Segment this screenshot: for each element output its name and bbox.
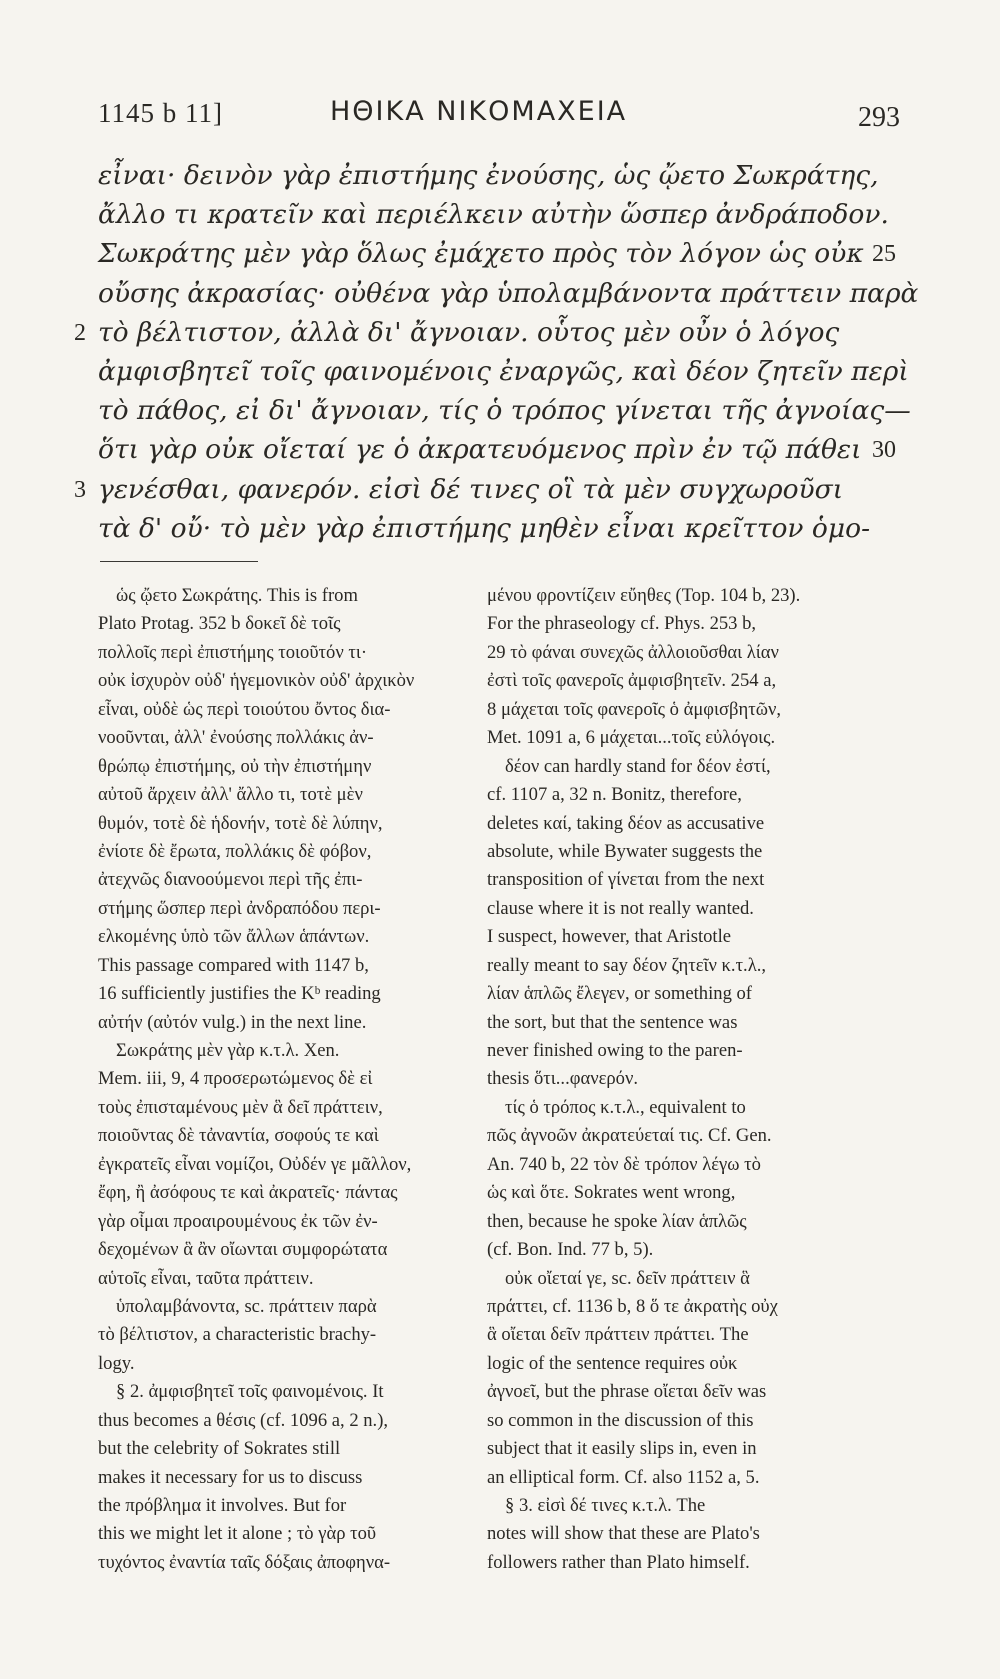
commentary-right-column [487,582,859,1577]
note-line: this we might let it alone ; τὸ γὰρ τοῦ [98,1523,377,1545]
note-line: τίς ὁ τρόπος κ.τ.λ., equivalent to [505,1096,746,1118]
note-line: τοὺς ἐπισταμένους μὲν ἃ δεῖ πράττειν, [98,1096,383,1118]
text-line: ὅτι γὰρ οὐκ οἴεταί γε ὁ ἀκρατευόμενος πρὶν ἐν τῷ πάθει [98,434,862,466]
page-title: ΗΘΙΚΑ ΝΙΚΟΜΑΧΕΙΑ [330,96,628,127]
note-line: πῶς ἀγνοῶν ἀκρατεύεταί τις. Cf. Gen. [487,1125,772,1147]
text-line: ἄλλο τι κρατεῖν καὶ περιέλκειν αὐτὴν ὥσπερ ἀνδράποδον. [98,199,889,231]
note-line: really meant to say δέον ζητεῖν κ.τ.λ., [487,954,767,976]
note-line: ελκομένης ὑπὸ τῶν ἄλλων ἁπάντων. [98,926,370,948]
note-line: πολλοῖς περὶ ἐπιστήμης τοιοῦτόν τι· [98,641,368,663]
note-line: 16 sufficiently justifies the Kᵇ reading [98,983,381,1005]
note-line: transposition of γίνεται from the next [487,869,765,891]
note-line: πράττει, cf. 1136 b, 8 ὅ τε ἀκρατὴς οὐχ [487,1295,778,1317]
note-line: so common in the discussion of this [487,1409,754,1431]
line-number: 25 [872,241,896,268]
note-line: subject that it easily slips in, even in [487,1438,757,1460]
note-line: Plato Protag. 352 b δοκεῖ δὲ τοῖς [98,613,341,635]
note-line: notes will show that these are Plato's [487,1523,760,1545]
footnote-divider [100,561,258,562]
note-line: στήμης ὥσπερ περὶ ἀνδραπόδου περι- [98,897,381,919]
note-line: never finished owing to the paren- [487,1040,743,1061]
note-line: ποιοῦντας δὲ τἀναντία, σοφούς τε καὶ [98,1125,379,1147]
note-line: the sort, but that the sentence was [487,1011,738,1033]
text-line: ἀμφισβητεῖ τοῖς φαινομένοις ἐναργῶς, καὶ δέον ζητεῖν περὶ [98,356,909,387]
text-line: τὸ βέλτιστον, ἀλλὰ δι' ἄγνοιαν. οὗτος μὲν οὖν ὁ λόγος [98,316,840,348]
text-line: εἶναι· δεινὸν γὰρ ἐπιστήμης ἐνούσης, ὡς ᾤετο Σωκράτης, [98,160,879,191]
note-line: absolute, while Bywater suggests the [487,840,763,862]
note-line: θρώπῳ ἐπιστήμης, οὐ τὴν ἐπιστήμην [98,755,372,777]
note-line: οὐκ οἴεταί γε, sc. δεῖν πράττειν ἃ [505,1267,750,1289]
note-line: (cf. Bon. Ind. 77 b, 5). [487,1239,654,1261]
note-line: ἀγνοεῖ, but the phrase οἴεται δεῖν was [487,1381,767,1403]
note-line: makes it necessary for us to discuss [98,1466,363,1488]
note-line: Mem. iii, 9, 4 προσερωτώμενος δὲ εἰ [98,1068,373,1090]
commentary-left-column [98,582,440,1577]
note-line: For the phraseology cf. Phys. 253 b, [487,613,757,635]
text-line: τὸ πάθος, εἰ δι' ἄγνοιαν, τίς ὁ τρόπος γίνεται τῆς ἀγνοίας— [98,395,911,427]
note-line: τὸ βέλτιστον, a characteristic brachy- [98,1324,377,1346]
note-line: ἃ οἴεται δεῖν πράττειν πράττει. The [487,1324,749,1346]
line-number: 30 [872,437,896,464]
note-line: ὡς καὶ ὅτε. Sokrates went wrong, [487,1182,736,1204]
note-line: τυχόντος ἐναντία ταῖς δόξαις ἀποφηνα- [98,1551,391,1573]
note-line: the πρόβλημα it involves. But for [98,1495,347,1516]
note-line: ὑπολαμβάνοντα, sc. πράττειν παρὰ [116,1295,377,1317]
note-line: θυμόν, τοτὲ δὲ ἡδονήν, τοτὲ δὲ λύπην, [98,812,383,834]
note-line: 29 τὸ φάναι συνεχῶς ἀλλοιοῦσθαι λίαν [487,641,779,663]
note-line: 8 μάχεται τοῖς φανεροῖς ὁ ἀμφισβητῶν, [487,698,782,720]
note-line: an elliptical form. Cf. also 1152 a, 5. [487,1466,760,1488]
note-line: logic of the sentence requires οὐκ [487,1352,738,1374]
text-line: οὔσης ἀκρασίας· οὐθένα γὰρ ὑπολαμβάνοντα πράττειν παρὰ [98,277,919,309]
note-line: εἶναι, οὐδὲ ὡς περὶ τοιούτου ὄντος δια- [98,698,391,720]
note-line: cf. 1107 a, 32 n. Bonitz, therefore, [487,784,742,806]
running-head [98,96,900,136]
note-line: αὐτοῦ ἄρχειν ἀλλ' ἄλλο τι, τοτὲ μὲν [98,784,363,806]
note-line: νοοῦνται, ἀλλ' ἐνούσης πολλάκις ἀν- [98,727,374,749]
note-line: Σωκράτης μὲν γὰρ κ.τ.λ. Xen. [116,1040,340,1061]
note-line: δέον can hardly stand for δέον ἐστί, [505,755,771,777]
text-line: γενέσθαι, φανερόν. εἰσὶ δέ τινες οἳ τὰ μὲν συγχωροῦσι [98,473,844,505]
note-line: οὐκ ἰσχυρὸν οὐδ' ἡγεμονικὸν οὐδ' ἀρχικὸν [98,670,415,692]
note-line: then, because he spoke λίαν ἁπλῶς [487,1210,747,1232]
note-line: deletes καί, taking δέον as accusative [487,812,765,834]
note-line: An. 740 b, 22 τὸν δὲ τρόπον λέγω τὸ [487,1153,761,1175]
note-line: λίαν ἁπλῶς ἔλεγεν, or something of [487,983,752,1005]
note-line: αὐτήν (αὐτόν vulg.) in the next line. [98,1011,367,1033]
text-line: Σωκράτης μὲν γὰρ ὅλως ἐμάχετο πρὸς τὸν λόγον ὡς οὐκ [98,238,864,270]
note-line: thesis ὅτι...φανερόν. [487,1068,639,1090]
note-line: I suspect, however, that Aristotle [487,926,732,948]
note-line: μένου φροντίζειν εὔηθες (Top. 104 b, 23). [487,585,801,606]
note-line: This passage compared with 1147 b, [98,954,369,976]
note-line: ὡς ᾤετο Σωκράτης. This is from [116,585,358,606]
section-number: 2 [74,319,86,346]
note-line: γὰρ οἶμαι προαιρουμένους ἐκ τῶν ἐν- [98,1210,378,1232]
note-line: § 2. ἀμφισβητεῖ τοῖς φαινομένοις. It [116,1381,384,1403]
note-line: but the celebrity of Sokrates still [98,1438,341,1460]
note-line: followers rather than Plato himself. [487,1551,750,1573]
note-line: ἔφη, ἢ ἀσόφους τε καὶ ἀκρατεῖς· πάντας [98,1182,398,1204]
note-line: ἐνίοτε δὲ ἔρωτα, πολλάκις δὲ φόβον, [98,840,372,862]
note-line: αὑτοῖς εἶναι, ταῦτα πράττειν. [98,1267,314,1289]
note-line: logy. [98,1352,135,1374]
text-line: τὰ δ' οὔ· τὸ μὲν γὰρ ἐπιστήμης μηθὲν εἶναι κρεῖττον ὁμο- [98,512,871,544]
section-number: 3 [74,476,86,503]
page-reference: 1145 b 11] [98,98,223,128]
page-number: 293 [858,102,900,133]
note-line: ἀτεχνῶς διανοούμενοι περὶ τῆς ἐπι- [98,869,363,891]
note-line: ἐγκρατεῖς εἶναι νομίζοι, Οὐδέν γε μᾶλλον, [98,1153,412,1175]
note-line: Met. 1091 a, 6 μάχεται...τοῖς εὐλόγοις. [487,727,776,749]
note-line: clause where it is not really wanted. [487,897,754,919]
note-line: § 3. εἰσὶ δέ τινες κ.τ.λ. The [505,1495,706,1516]
note-line: thus becomes a θέσις (cf. 1096 a, 2 n.), [98,1409,389,1431]
note-line: ἐστὶ τοῖς φανεροῖς ἀμφισβητεῖν. 254 a, [487,670,777,692]
note-line: δεχομένων ἃ ἂν οἴωνται συμφορώτατα [98,1239,388,1261]
